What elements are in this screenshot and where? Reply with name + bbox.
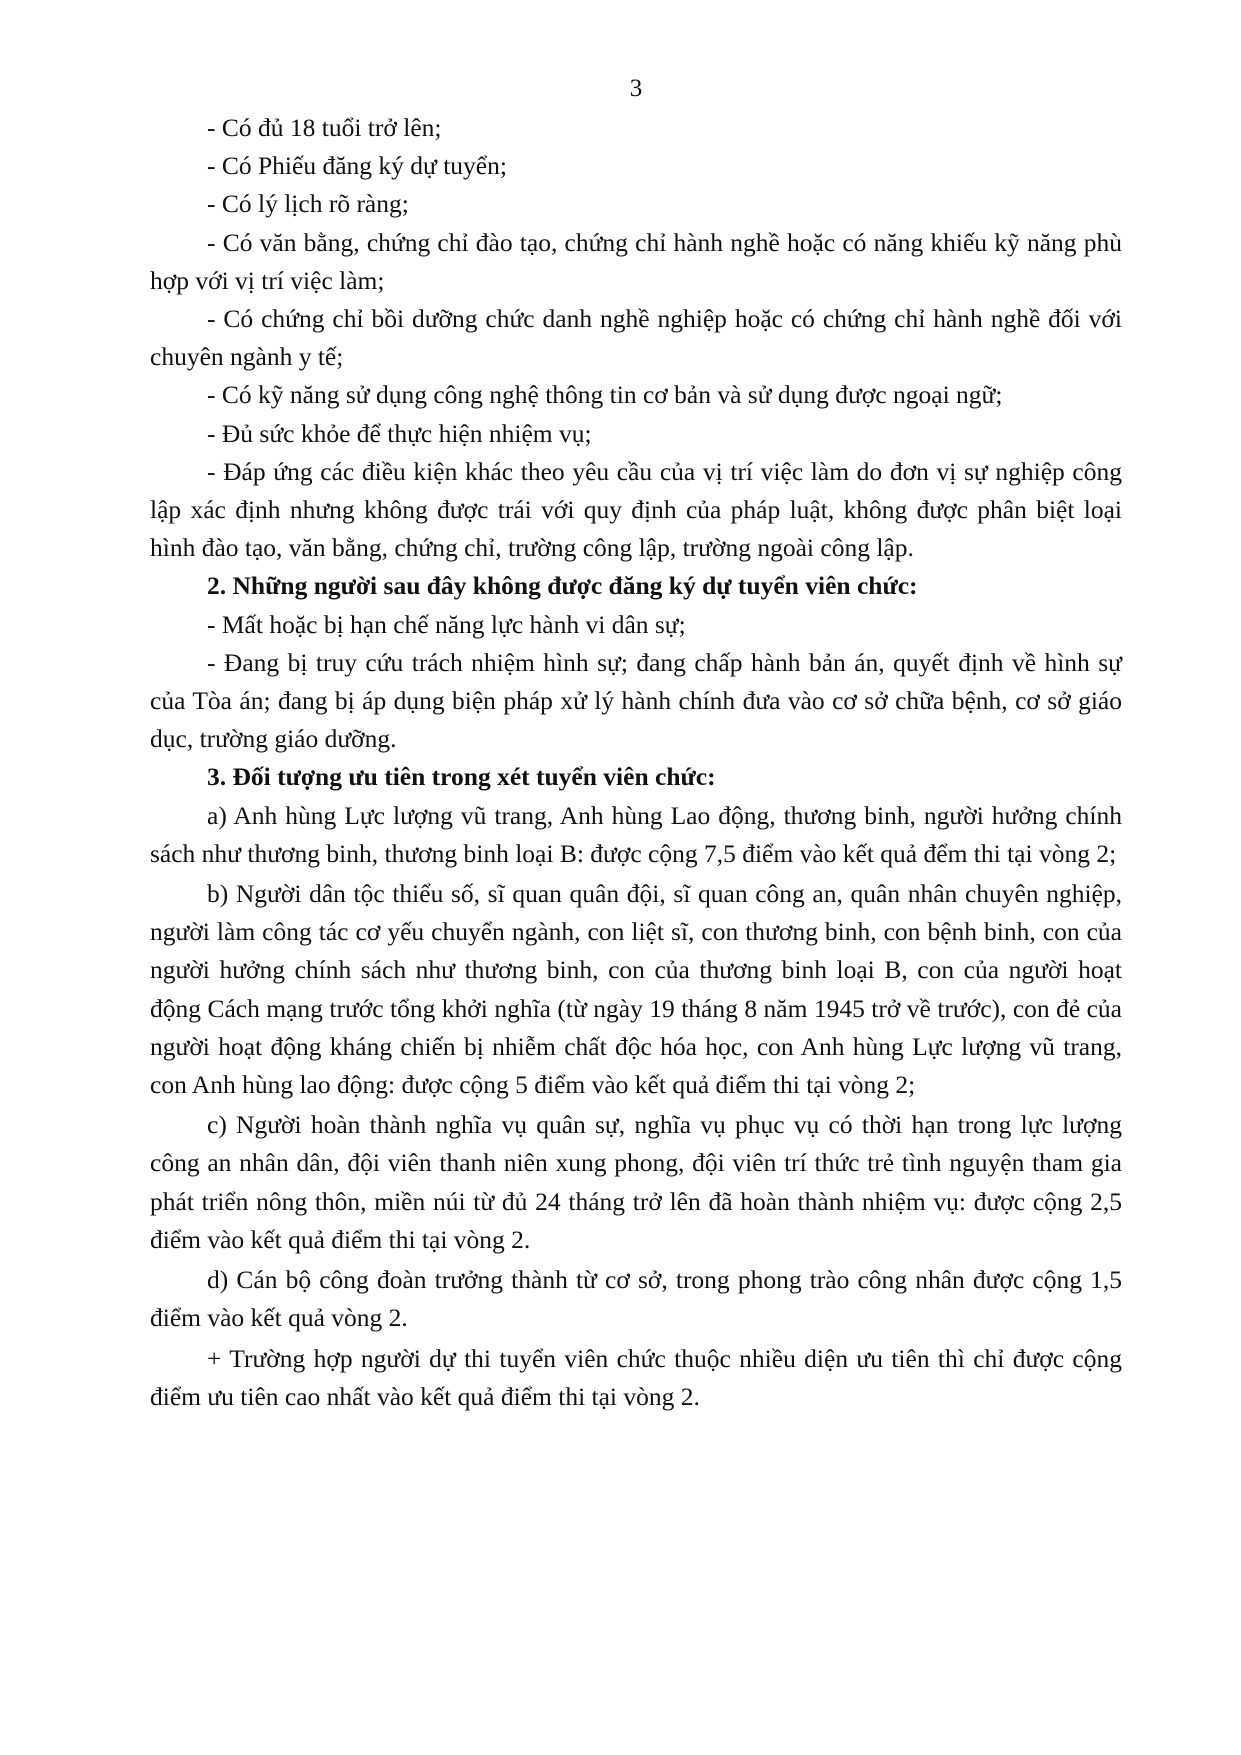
priority-item: d) Cán bộ công đoàn trưởng thành từ cơ sở, trong phong trào công nhân được cộng 1,5 điểm vào kết quả vòng 2. — [150, 1265, 1122, 1333]
section-ineligible — [150, 567, 1122, 758]
section-heading: 2. Những người sau đây không được đăng ký dự tuyển viên chức: — [207, 571, 918, 601]
eligibility-item: - Có Phiếu đăng ký dự tuyển; — [207, 151, 507, 181]
ineligible-item: - Đang bị truy cứu trách nhiệm hình sự; đang chấp hành bản án, quyết định về hình sự của Tòa án; đang bị áp dụng biện pháp xử lý hành chính đưa vào cơ sở chữa bệnh, cơ sở giáo dục, trường giáo dưỡng. — [150, 647, 1122, 754]
priority-item: b) Người dân tộc thiểu số, sĩ quan quân đội, sĩ quan công an, quân nhân chuyên nghiệp, người làm công tác cơ yếu chuyển ngành, con liệt sĩ, con thương binh, con bệnh binh, con của người hưởng chính sách như thương binh, con của thương binh loại B, con của người hoạt động Cách mạng trước tổng khởi nghĩa (từ ngày 19 tháng 8 năm 1945 trở về trước), con đẻ của người hoạt động kháng chiến bị nhiễm chất độc hóa học, con Anh hùng Lực lượng vũ trang, con Anh hùng lao động: được cộng 5 điểm vào kết quả điểm thi tại vòng 2; — [150, 879, 1122, 1100]
priority-note: + Trường hợp người dự thi tuyển viên chức thuộc nhiều diện ưu tiên thì chỉ được cộng điểm ưu tiên cao nhất vào kết quả điểm thi tại vòng 2. — [150, 1343, 1122, 1411]
page-number: 3 — [629, 75, 643, 102]
section-priority — [150, 758, 1122, 1415]
eligibility-item: - Đáp ứng các điều kiện khác theo yêu cầu của vị trí việc làm do đơn vị sự nghiệp công lập xác định nhưng không được trái với quy định của pháp luật, không được phân biệt loại hình đào tạo, văn bằng, chứng chỉ, trường công lập, trường ngoài công lập. — [150, 456, 1122, 563]
eligibility-item: - Có đủ 18 tuổi trở lên; — [207, 113, 442, 142]
document-page — [150, 70, 1122, 1416]
eligibility-item: - Có lý lịch rõ ràng; — [207, 189, 409, 219]
ineligible-item: - Mất hoặc bị hạn chế năng lực hành vi dân sự; — [207, 609, 686, 639]
priority-item: a) Anh hùng Lực lượng vũ trang, Anh hùng Lao động, thương binh, người hưởng chính sách như thương binh, thương binh loại B: được cộng 7,5 điểm vào kết quả đểm thi tại vòng 2; — [150, 800, 1122, 868]
priority-item: c) Người hoàn thành nghĩa vụ quân sự, nghĩa vụ phục vụ có thời hạn trong lực lượng công an nhân dân, đội viên thanh niên xung phong, đội viên trí thức trẻ tình nguyện tham gia phát triển nông thôn, miền núi từ đủ 24 tháng trở lên đã hoàn thành nhiệm vụ: được cộng 2,5 điểm vào kết quả điểm thi tại vòng 2. — [150, 1110, 1122, 1254]
eligibility-item: - Có chứng chỉ bồi dưỡng chức danh nghề nghiệp hoặc có chứng chỉ hành nghề đối với chuyên ngành y tế; — [150, 304, 1122, 372]
eligibility-item: - Đủ sức khỏe để thực hiện nhiệm vụ; — [207, 418, 592, 448]
eligibility-item: - Có văn bằng, chứng chỉ đào tạo, chứng chỉ hành nghề hoặc có năng khiếu kỹ năng phù hợp với vị trí việc làm; — [150, 227, 1122, 295]
eligibility-list — [150, 109, 1122, 567]
eligibility-item: - Có kỹ năng sử dụng công nghệ thông tin cơ bản và sử dụng được ngoại ngữ; — [207, 380, 1003, 410]
section-heading: 3. Đối tượng ưu tiên trong xét tuyển viên chức: — [207, 762, 716, 792]
